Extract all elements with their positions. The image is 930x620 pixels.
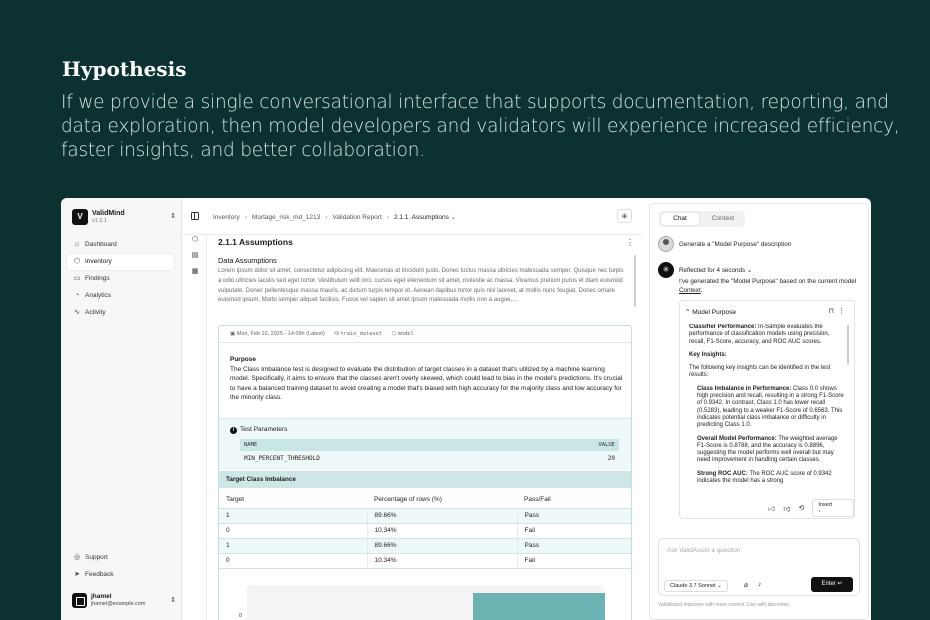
activity-icon: ∿ <box>74 309 80 316</box>
list-icon[interactable]: ▤ <box>191 252 199 259</box>
reflection-toggle[interactable] <box>658 262 752 278</box>
tool-rail <box>188 235 202 283</box>
brand-version: v1.0.1 <box>92 218 107 224</box>
sidebar-bottom-nav <box>67 550 174 584</box>
page-title: 2.1.1 Assumptions <box>218 237 293 247</box>
footnote: ValidAssist improves with more context. Use with discretion. <box>658 602 791 608</box>
return-icon: ↵ <box>837 581 843 587</box>
sidebar-item-label: Inventory <box>85 258 112 265</box>
user-message-text: Generate a "Model Purpose" description <box>679 240 792 248</box>
class-chart <box>247 585 605 620</box>
assistant-sparkle-icon: ✳ <box>658 262 674 278</box>
tab-context[interactable]: Context <box>711 215 735 222</box>
arrow-down-icon: ↓ <box>818 508 822 514</box>
hypothesis-title: Hypothesis <box>62 57 187 81</box>
brand-logo: V <box>72 209 88 225</box>
insights-list <box>689 386 844 486</box>
message-icon: ▭ <box>73 275 81 282</box>
column-header: Target <box>219 491 367 508</box>
column-header: Pass/Fail <box>517 491 632 508</box>
card-actions <box>768 499 854 517</box>
sidebar-item-analytics[interactable] <box>67 288 174 304</box>
sidebar-item-activity[interactable] <box>67 305 174 321</box>
table-header-row <box>219 491 632 508</box>
sidebar-item-inventory[interactable] <box>67 254 174 270</box>
breadcrumb <box>213 213 456 221</box>
table-row <box>219 538 632 553</box>
assistant-tabs <box>659 211 745 227</box>
list-item: • Class Imbalance in Performance: Class 0.0 shows high precision and recall, resulting in a strong F1-Score of 0.9342. In contrast, Class 1.0 has lower recall (0.5283), leading to a weaker F1-Score of 0.6563. This indicates potential class imbalance or difficulty in predicting Class 1.0. <box>697 386 844 430</box>
chat-input-box[interactable] <box>658 538 860 596</box>
parameter-value: 20 <box>607 455 615 462</box>
user-name: jhamel <box>91 593 112 600</box>
list-item: • Overall Model Performance: The weighted average F1-Score is 0.8788, and the accuracy is 0.8896, suggesting the model performs well overall but may need improvement in handling certain classes. <box>697 436 844 465</box>
brand-name: ValidMind <box>92 210 125 217</box>
book-icon[interactable]: ▦ <box>191 268 199 275</box>
info-icon: i <box>230 427 237 434</box>
dataset-tag[interactable]: train_dataset <box>340 331 382 337</box>
chart-bar <box>473 593 605 620</box>
send-icon: ➤ <box>74 571 80 578</box>
column-header: NAME <box>244 442 258 448</box>
table-cell: 0 <box>219 523 367 538</box>
class-imbalance-table <box>219 491 632 569</box>
table-cell: Pass <box>517 508 632 523</box>
sidebar-item-feedback[interactable] <box>67 567 174 583</box>
avatar <box>658 236 674 252</box>
user-message <box>658 236 791 252</box>
sidebar-item-label: Dashboard <box>85 241 117 248</box>
chevron-down-icon: ⌄ <box>745 266 753 274</box>
reply-text-end: . <box>700 286 703 294</box>
cube-icon[interactable]: ⬡ <box>191 236 199 243</box>
table-row <box>219 523 632 538</box>
sparkle-button[interactable] <box>617 209 632 223</box>
model-purpose-card <box>679 300 855 519</box>
table-cell: 1 <box>219 508 367 523</box>
app-window <box>61 198 871 620</box>
avatar <box>72 593 87 608</box>
more-vertical-icon[interactable]: ⋮ <box>626 238 634 247</box>
sidebar-item-findings[interactable] <box>67 271 174 287</box>
microphone-icon[interactable]: ♪ <box>758 581 762 588</box>
context-link[interactable]: Context <box>679 286 701 294</box>
sidebar-item-support[interactable] <box>67 550 174 566</box>
test-metadata <box>219 326 631 343</box>
chart-tick-label: 0 <box>239 613 243 619</box>
chevron-updown-icon: ⇕ <box>170 213 176 220</box>
sidebar-item-dashboard[interactable] <box>67 237 174 253</box>
list-item: • Strong ROC AUC: The ROC AUC score of 0.9342 indicates the model has a strong <box>697 471 844 486</box>
chevron-right-icon: › <box>386 214 389 221</box>
chevron-right-icon: › <box>244 214 247 221</box>
run-date: Mon, Feb 10, 2025 - 14:09h (Latest) <box>236 331 325 337</box>
purpose-section <box>230 356 625 403</box>
sidebar-item-label: Findings <box>85 275 110 282</box>
chart-pie-icon: ◔ <box>74 292 80 299</box>
model-tag[interactable]: model <box>397 331 414 337</box>
document-area <box>206 235 643 620</box>
thumbs-up-icon[interactable]: 👍︎ <box>768 505 776 513</box>
table-cell: 89.66% <box>367 508 517 523</box>
sparkle-icon: ✳ <box>621 212 628 221</box>
test-result-card <box>218 325 632 620</box>
reply-text: I've generated the "Model Purpose" based on the current model <box>679 278 857 285</box>
table-row <box>219 553 632 568</box>
hypothesis-body: If we provide a single conversational interface that supports documentation, reporting, and data exploration, then model developers and validators will experience increased efficiency, faster insights, and better collaboration. <box>61 92 900 161</box>
section-text[interactable]: Lorem ipsum dolor sit amet, consectetur adipiscing elit. Maecenas at tincidunt justo. Donec luctus massa ultricies malesuada semper. Quisque nec turpis a odio ultricies iaculis sed eget tortor. Vestibulum velit orci, cursus eget elementum sit amet, molestie ac massa. Vivamus pretium purus et diam euismod vulputate. Donec pellentesque massa mauris, ac dictum turpis tempor et. Aenean dapibus tortor quis nisl laoreet, at mollis nunc feugiat. Donec ornare euismod ipsum. Morbi semper aliquet facilisis. Fusce vel sapien sit amet ipsum malesuada mollis non a augue.... <box>218 268 624 304</box>
reflection-text: Reflected for 4 seconds <box>679 266 746 274</box>
table-cell: 10.34% <box>367 553 517 568</box>
assistant-panel <box>649 203 869 620</box>
chevron-down-icon: ⌄ <box>717 583 722 589</box>
sidebar-nav <box>67 237 174 322</box>
tab-chat[interactable]: Chat <box>661 213 699 225</box>
workspace-switcher[interactable] <box>72 209 176 227</box>
breadcrumb-current[interactable]: 2.1.1. Assumptions <box>393 214 449 221</box>
chat-input[interactable]: Ask ValidAssist a question <box>667 547 741 554</box>
purpose-heading: Purpose <box>230 356 257 363</box>
table-cell: Fail <box>517 553 632 568</box>
insights-heading: Key Insights: <box>689 351 727 358</box>
classifier-label: Classifier Performance: <box>689 324 757 330</box>
thumbs-down-icon[interactable]: 👎︎ <box>783 505 791 513</box>
table-cell: Fail <box>517 523 632 538</box>
sidebar <box>61 198 182 620</box>
bookmark-icon[interactable]: ⊓ <box>828 308 838 315</box>
lifebuoy-icon: ◎ <box>73 554 81 561</box>
test-parameters <box>219 418 632 470</box>
class-table-heading: Target Class Imbalance <box>219 471 632 488</box>
insert-button[interactable]: Insert ↓ <box>812 499 854 517</box>
enter-button[interactable]: Enter ↵ <box>811 577 853 592</box>
test-parameters-heading: i Test Parameters <box>230 426 287 434</box>
table-row <box>240 451 619 466</box>
column-header: Percentage of rows (%) <box>367 491 517 508</box>
sidebar-item-label: Analytics <box>85 292 112 299</box>
chevron-right-icon: › <box>325 214 328 221</box>
database-icon: ⛁ <box>334 331 341 337</box>
more-vertical-icon[interactable]: ⋮ <box>838 308 849 315</box>
top-bar <box>182 198 643 235</box>
parameters-table <box>240 439 619 466</box>
parameters-header <box>240 439 619 451</box>
scrollbar[interactable] <box>634 255 636 307</box>
assistant-reply <box>679 278 859 295</box>
table-cell: 89.66% <box>367 538 517 553</box>
table-row <box>219 508 632 523</box>
breadcrumb-item[interactable]: Validation Report <box>332 214 382 221</box>
card-title: Model Purpose <box>692 309 736 316</box>
table-cell: 1 <box>219 538 367 553</box>
user-menu[interactable] <box>72 593 176 611</box>
sidebar-item-label: Feedback <box>85 571 114 578</box>
chevron-updown-icon: ⇕ <box>170 597 176 604</box>
cube-icon: ⬡ <box>73 258 81 265</box>
home-icon: ⌂ <box>74 241 80 248</box>
parameter-name: MIN_PERCENT_THRESHOLD <box>244 455 320 462</box>
breadcrumb-item[interactable]: Mortage_risk_md_1213 <box>251 214 321 221</box>
cube-icon: ⬡ <box>391 331 398 337</box>
table-cell: 10.34% <box>367 523 517 538</box>
calendar-icon: ▣ <box>230 331 237 337</box>
insights-intro: The following key insights can be identified in the test results: <box>689 365 831 379</box>
column-header: VALUE <box>598 442 615 448</box>
user-email: jhamel@example.com <box>91 601 146 607</box>
scrollbar[interactable] <box>847 325 849 365</box>
table-cell: 0 <box>219 553 367 568</box>
card-content <box>689 324 844 492</box>
purpose-text: The Class Imbalance test is designed to evaluate the distribution of target classes in a dataset that's utilized by a machine learning model. Specifically, it aims to ensure that the classes aren't overly skewed, which could lead to bias in the model's predictions. It's crucial to have a balanced training dataset to avoid creating a model that's biased with high accuracy for the majority class and low accuracy for the minority class. <box>230 366 623 402</box>
sidebar-item-label: Support <box>85 554 108 561</box>
breadcrumb-item[interactable]: Inventory <box>213 214 240 221</box>
model-select[interactable]: Claude 3.7 Sonnet ⌄ <box>664 580 728 592</box>
sidebar-item-label: Activity <box>85 309 106 316</box>
paperclip-icon[interactable]: ⌀ <box>744 582 749 589</box>
chevron-up-icon[interactable]: ⌃ <box>685 309 693 316</box>
chevron-down-icon[interactable]: ⌄ <box>448 214 457 221</box>
sidebar-toggle-icon[interactable] <box>191 212 199 220</box>
table-cell: Pass <box>517 538 632 553</box>
classifier-text: In-Sample evaluates the performance of classification models using precision, recall, F1-Score, accuracy, and ROC AUC scores. <box>689 324 830 345</box>
refresh-icon[interactable]: ⟲ <box>798 505 805 512</box>
section-subtitle: Data Assumptions <box>218 256 277 265</box>
